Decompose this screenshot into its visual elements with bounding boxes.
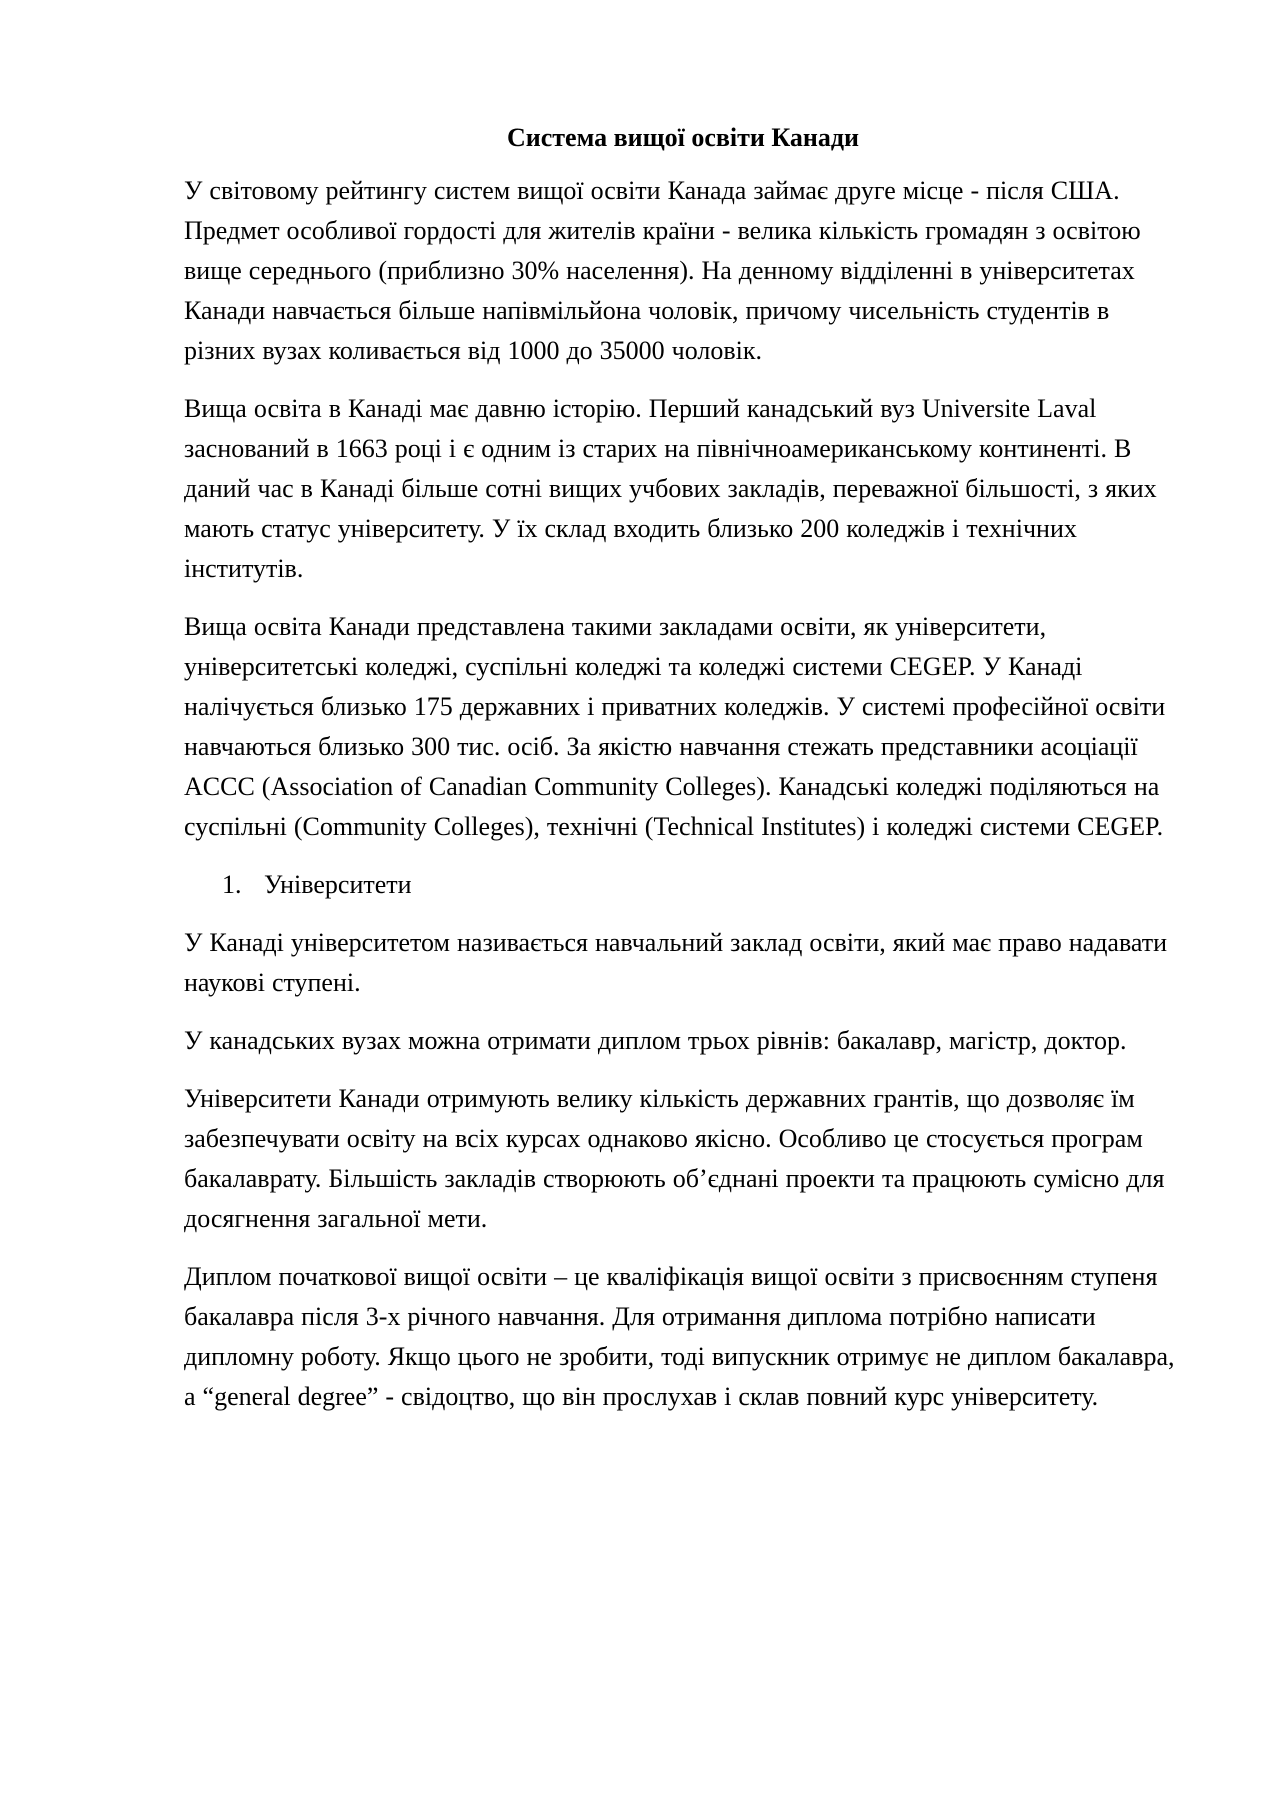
list-item-universities [222, 865, 1182, 905]
paragraph-ranking: У світовому рейтингу систем вищої освіти Канада займає друге місце - після США. Предмет особливої гордості для жителів країни - велика кількість громадян з освітою вище середнього (приблизно 30% населення). На денному відділенні в університетах Канади навчається більше напівмільйона чоловік, причому чисельність студентів в різних вузах коливається від 1000 до 35000 чоловік. [184, 176, 1141, 365]
list-item-label: Університети [264, 870, 412, 899]
paragraph-grants: Університети Канади отримують велику кількість державних грантів, що дозволяє їм забезпечувати освіту на всіх курсах однаково якісно. Особливо це стосується програм бакалаврату. Більшість закладів створюють об’єднані проекти та працюють сумісно для досягнення загальної мети. [184, 1084, 1165, 1233]
paragraph-degree-levels: У канадських вузах можна отримати диплом трьох рівнів: бакалавр, магістр, доктор. [184, 1026, 1127, 1055]
document-body [184, 118, 1182, 1435]
paragraph-history: Вища освіта в Канаді має давню історію. Перший канадський вуз Universite Laval заснований в 1663 році і є одним із старих на північноамериканському континенті. В даний час в Канаді більше сотні вищих учбових закладів, переважної більшості, з яких мають статус університету. У їх склад входить близько 200 коледжів і технічних інститутів. [184, 394, 1157, 583]
paragraph-bachelor-diploma: Диплом початкової вищої освіти – це кваліфікація вищої освіти з присвоєнням ступеня бакалавра після 3-х річного навчання. Для отримання диплома потрібно написати дипломну роботу. Якщо цього не зробити, тоді випускник отримує не диплом бакалавра, а “general degree” - свідоцтво, що він прослухав і склав повний курс університету. [184, 1262, 1175, 1411]
document-title: Система вищої освіти Канади [506, 123, 859, 152]
paragraph-institutions: Вища освіта Канади представлена такими закладами освіти, як університети, університетські коледжі, суспільні коледжі та коледжі системи CEGEP. У Канаді налічується близько 175 державних і приватних коледжів. У системі професійної освіти навчаються близько 300 тис. осіб. За якістю навчання стежать представники асоціації ACCC (Association of Canadian Community Colleges). Канадські коледжі поділяються на суспільні (Community Colleges), технічні (Technical Institutes) і коледжі системи CEGEP. [184, 612, 1166, 841]
list-item-number: 1. [222, 870, 242, 899]
paragraph-university-definition: У Канаді університетом називається навчальний заклад освіти, який має право надавати наукові ступені. [184, 928, 1168, 997]
